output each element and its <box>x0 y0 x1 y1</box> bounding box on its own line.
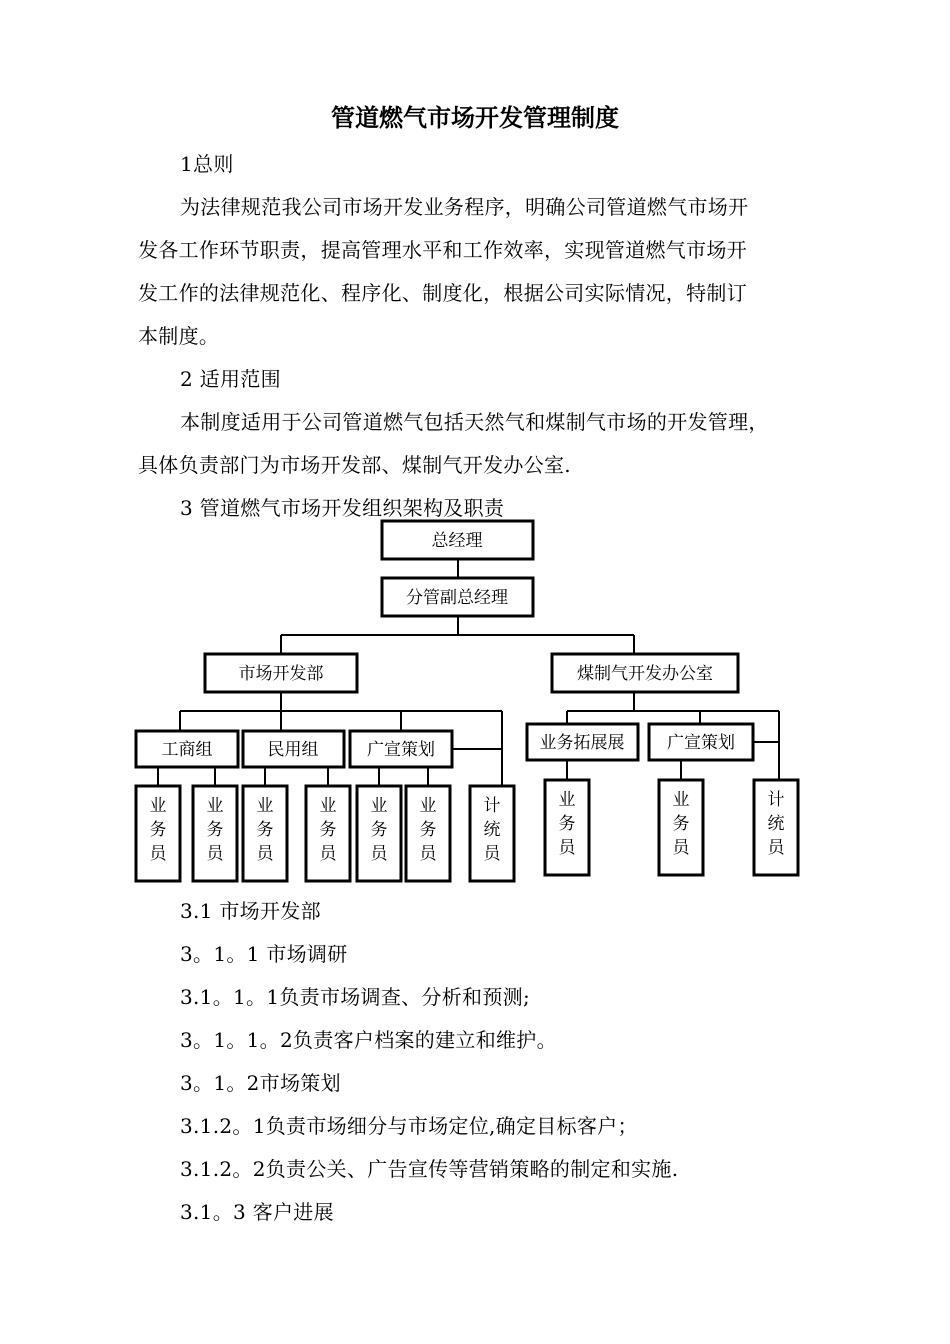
label-group-expand: 业务拓展展 <box>539 733 625 753</box>
subsection-3-1: 3.1 市场开发部 <box>180 899 321 923</box>
label-staff-3: 业务员 <box>256 796 274 864</box>
label-staff-5: 业务员 <box>370 796 388 864</box>
label-staff-stat-left: 计统员 <box>483 796 501 864</box>
label-staff-6: 业务员 <box>419 796 437 864</box>
section-1-para-line-3: 发工作的法律规范化、程序化、制度化，根据公司实际情况，特制订 <box>138 281 747 305</box>
label-staff-2: 业务员 <box>206 796 224 864</box>
label-deputy: 分管副总经理 <box>406 588 508 608</box>
label-gm: 总经理 <box>431 531 483 551</box>
subsection-3-1-2-2: 3.1.2。2负责公关、广告宣传等营销策略的制定和实施. <box>180 1157 679 1181</box>
label-dept-market: 市场开发部 <box>238 664 324 684</box>
label-staff-1: 业务员 <box>149 796 167 864</box>
section-1-heading: 1总则 <box>180 152 234 176</box>
subsection-3-1-1: 3。1。1 市场调研 <box>180 942 348 966</box>
section-1-para-line-2: 发各工作环节职责，提高管理水平和工作效率，实现管道燃气市场开 <box>138 238 747 262</box>
section-2-para-line-1: 本制度适用于公司管道燃气包括天然气和煤制气市场的开发管理， <box>180 410 769 434</box>
subsection-3-1-2-1: 3.1.2。1负责市场细分与市场定位,确定目标客户； <box>180 1114 638 1138</box>
label-staff-8: 业务员 <box>672 790 690 858</box>
section-1-para-line-1: 为法律规范我公司市场开发业务程序，明确公司管道燃气市场开 <box>180 195 749 219</box>
label-staff-stat-right: 计统员 <box>767 790 785 858</box>
org-chart <box>0 512 950 887</box>
label-staff-4: 业务员 <box>319 796 337 864</box>
subsection-3-1-1-2: 3。1。1。2负责客户档案的建立和维护。 <box>180 1028 557 1052</box>
section-2-heading: 2 适用范围 <box>180 367 281 391</box>
section-3-heading: 3 管道燃气市场开发组织架构及职责 <box>180 496 505 520</box>
label-group-business: 工商组 <box>161 740 213 760</box>
label-group-ad-right: 广宣策划 <box>667 733 735 753</box>
subsection-3-1-2: 3。1。2市场策划 <box>180 1071 341 1095</box>
document-title: 管道燃气市场开发管理制度 <box>331 104 619 132</box>
section-2-para-line-2: 具体负责部门为市场开发部、煤制气开发办公室. <box>138 453 571 477</box>
label-dept-coal: 煤制气开发办公室 <box>577 664 713 684</box>
section-1-para-line-4: 本制度。 <box>138 324 220 348</box>
subsection-3-1-3: 3.1。3 客户进展 <box>180 1200 334 1224</box>
label-staff-7: 业务员 <box>558 790 576 858</box>
label-group-civil: 民用组 <box>267 740 319 760</box>
label-group-ad-left: 广宣策划 <box>367 740 435 760</box>
subsection-3-1-1-1: 3.1。1。1负责市场调查、分析和预测; <box>180 985 530 1009</box>
